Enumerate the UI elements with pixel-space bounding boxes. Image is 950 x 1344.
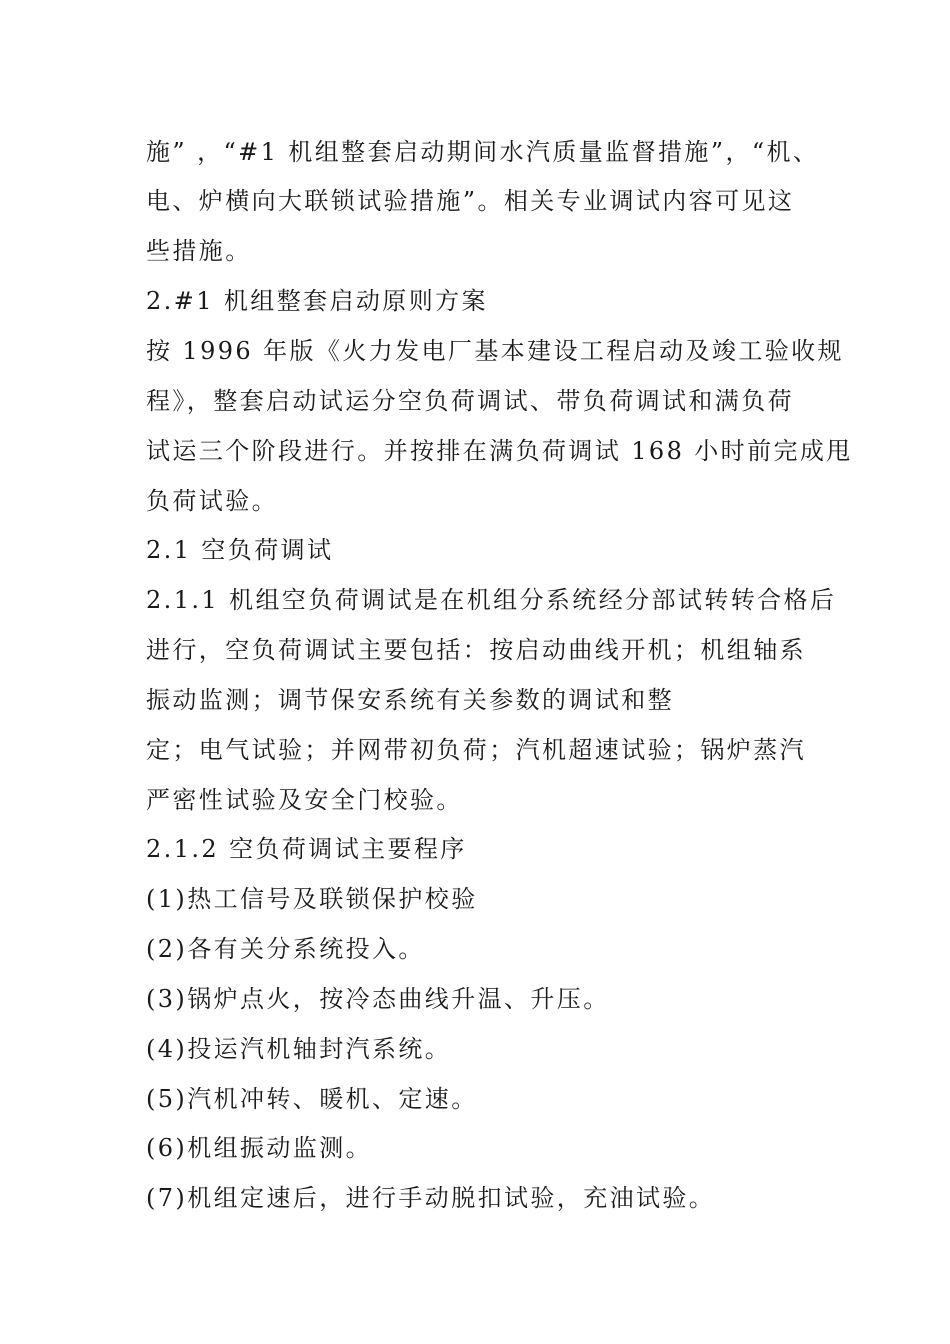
- section-heading: 2.#1 机组整套启动原则方案: [146, 287, 488, 315]
- text-line: 程》，整套启动试运分空负荷调试、带负荷调试和满负荷: [146, 387, 794, 415]
- text-line: 按 1996 年版《火力发电厂基本建设工程启动及竣工验收规: [146, 337, 844, 365]
- text-line: 负荷试验。: [146, 487, 278, 515]
- text-line: 振动监测；调节保安系统有关参数的调试和整: [146, 686, 674, 714]
- text-line: 进行，空负荷调试主要包括：按启动曲线开机；机组轴系: [146, 636, 806, 664]
- list-item: (7)机组定速后，进行手动脱扣试验，充油试验。: [146, 1184, 716, 1212]
- text-line: 施” ，“#1 机组整套启动期间水汽质量监督措施”，“机、: [146, 138, 820, 166]
- list-item: (3)锅炉点火，按冷态曲线升温、升压。: [146, 985, 610, 1013]
- text-line: 定；电气试验；并网带初负荷；汽机超速试验；锅炉蒸汽: [146, 736, 806, 764]
- list-item: (5)汽机冲转、暖机、定速。: [146, 1085, 478, 1113]
- list-item: (6)机组振动监测。: [146, 1134, 372, 1162]
- text-line: 严密性试验及安全门校验。: [146, 786, 463, 814]
- section-heading: 2.1 空负荷调试: [146, 536, 334, 564]
- text-line: 试运三个阶段进行。并按排在满负荷调试 168 小时前完成甩: [146, 437, 853, 465]
- section-heading: 2.1.2 空负荷调试主要程序: [146, 835, 467, 863]
- text-line: 些措施。: [146, 237, 252, 265]
- text-line: 电、炉横向大联锁试验措施”。相关专业调试内容可见这: [146, 187, 795, 215]
- list-item: (4)投运汽机轴封汽系统。: [146, 1035, 452, 1063]
- text-line: 2.1.1 机组空负荷调试是在机组分系统经分部试转转合格后: [146, 586, 837, 614]
- list-item: (2)各有关分系统投入。: [146, 935, 425, 963]
- list-item: (1)热工信号及联锁保护校验: [146, 885, 478, 913]
